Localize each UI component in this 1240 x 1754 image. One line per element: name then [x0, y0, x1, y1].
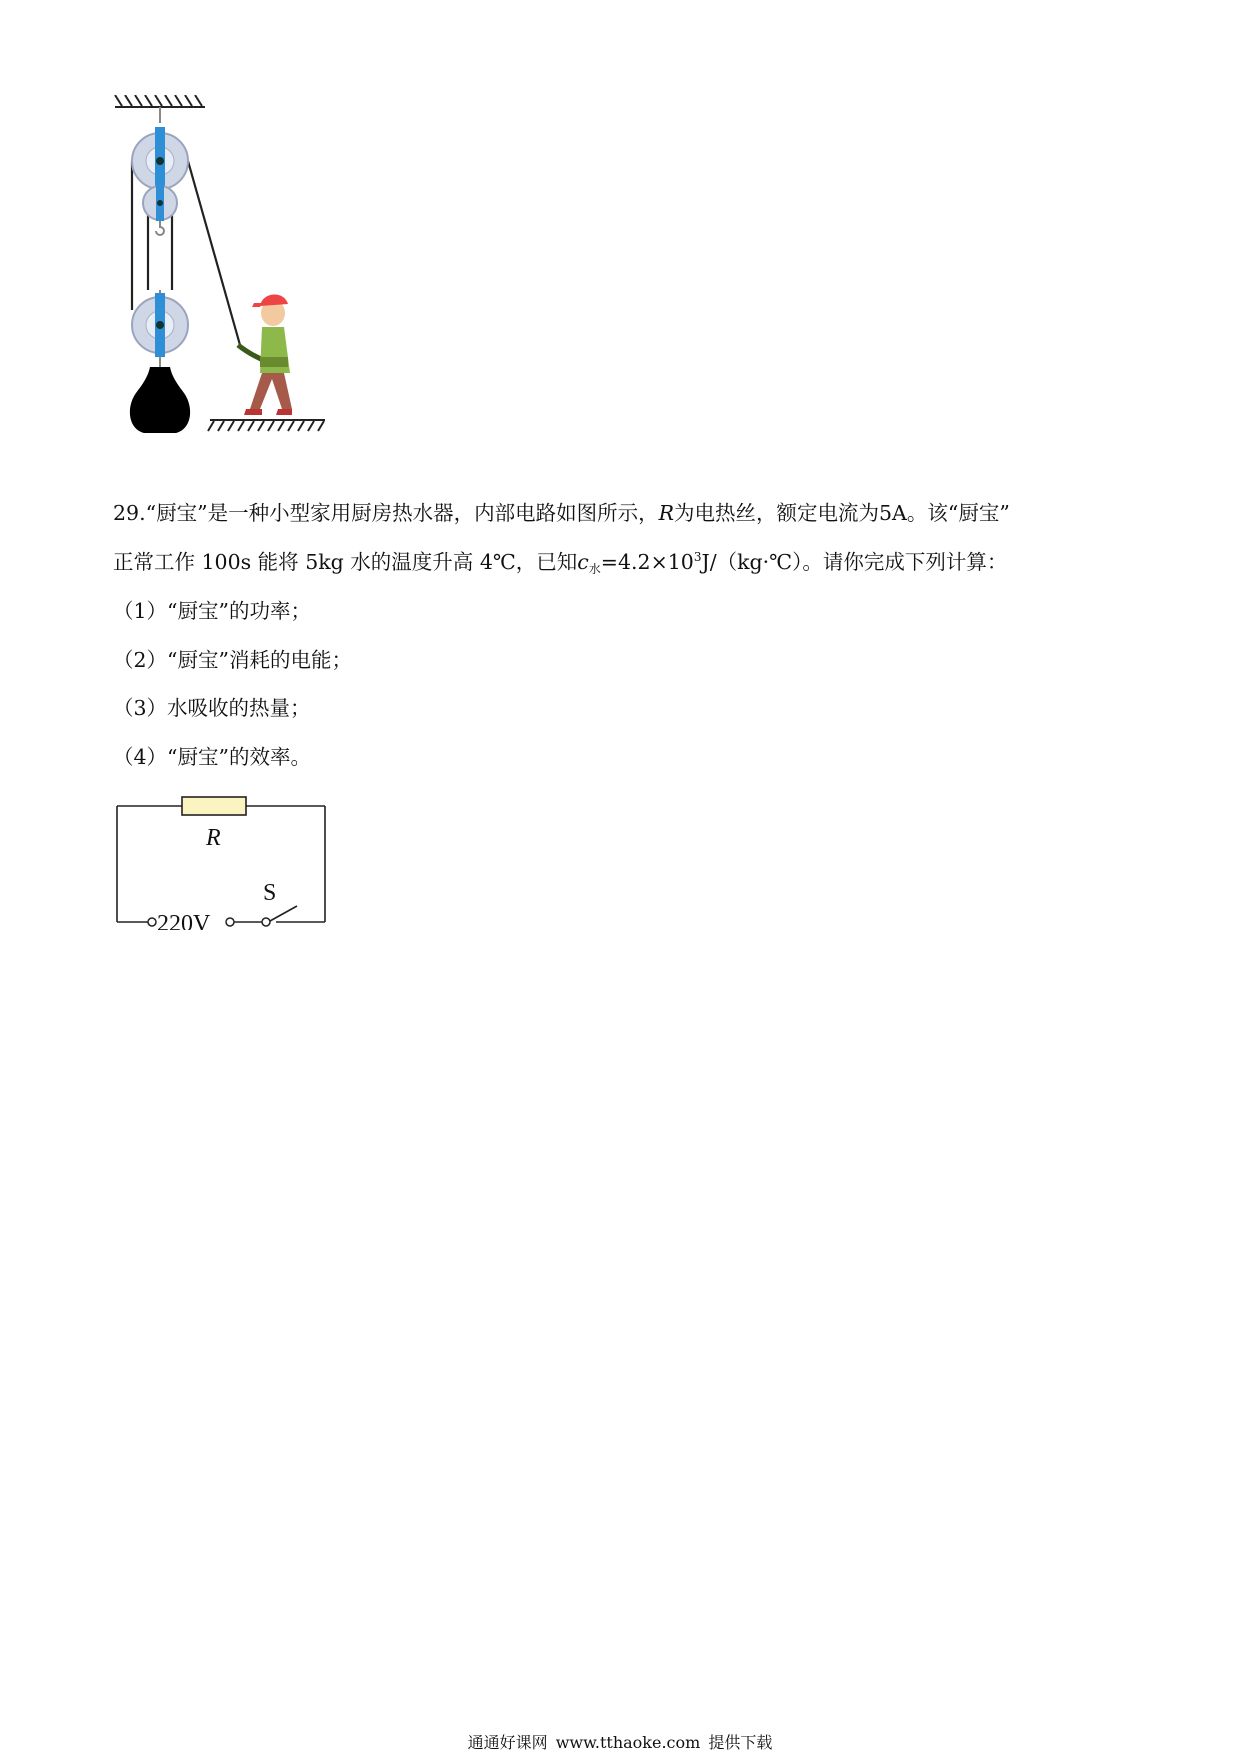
fixed-pulley-large [132, 127, 188, 195]
question-intro-b: 为电热丝，额定电流为5A。该“厨宝” [674, 501, 1010, 525]
boy-pulling-rope [238, 294, 292, 415]
ceiling-hatch [115, 95, 205, 107]
page-footer [0, 1730, 1240, 1753]
specific-heat-symbol: c [577, 550, 589, 574]
resistor-symbol-R: R [658, 501, 675, 525]
question-number: 29. [113, 501, 146, 525]
question-intro-a: “厨宝”是一种小型家用厨房热水器，内部电路如图所示， [145, 501, 659, 525]
resistor-R [182, 797, 246, 815]
sub-question-4: （4）“厨宝”的效率。 [113, 745, 312, 769]
exponent: 3 [693, 550, 702, 564]
pulley-system-figure [110, 95, 370, 485]
sub-question-1: （1）“厨宝”的功率； [113, 599, 312, 623]
switch-label: S [263, 880, 277, 906]
question-line-1 [113, 496, 1010, 526]
footer-site-name: 通通好课网 [467, 1733, 548, 1752]
footer-suffix: 提供下载 [708, 1733, 773, 1752]
question-line2-c: J/（kg·℃）。请你完成下列计算： [701, 550, 1008, 574]
terminal-right [226, 918, 234, 926]
resistor-label: R [206, 825, 221, 851]
specific-heat-subscript: 水 [588, 562, 601, 576]
voltage-label: 220V [157, 911, 211, 930]
question-line2-a: 正常工作 100s 能将 5kg 水的温度升高 4℃，已知 [113, 550, 578, 574]
ground-hatch [208, 420, 325, 431]
question-line2-b: =4.2×10 [600, 550, 694, 574]
sub-question-2: （2）“厨宝”消耗的电能； [113, 648, 353, 672]
weight-block [130, 367, 190, 433]
movable-pulley [132, 290, 188, 367]
question-line-2 [113, 545, 1007, 577]
circuit-diagram [110, 790, 340, 930]
footer-url[interactable]: www.tthaoke.com [555, 1733, 701, 1752]
sub-question-3: （3）水吸收的热量； [113, 696, 311, 720]
switch-pivot [262, 918, 270, 926]
terminal-left [148, 918, 156, 926]
